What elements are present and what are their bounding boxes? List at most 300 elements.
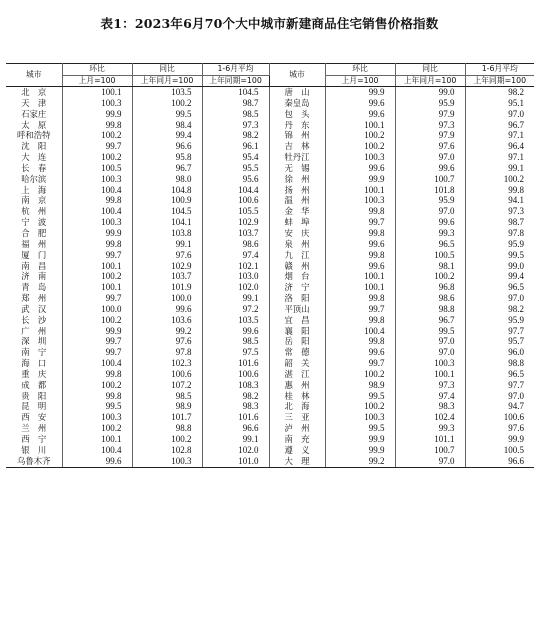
right-city-cell: 赣 州: [269, 261, 325, 272]
right-city-cell: 泉 州: [269, 239, 325, 250]
right-mom-cell: 99.8: [325, 250, 395, 261]
table-row: [6, 282, 534, 293]
right-ytd-cell: 99.4: [465, 271, 534, 282]
right-ytd-cell: 99.8: [465, 185, 534, 196]
left-ytd-cell: 103.5: [202, 315, 269, 326]
right-yoy-cell: 100.7: [395, 174, 465, 185]
left-ytd-cell: 96.1: [202, 141, 269, 152]
right-yoy-cell: 97.0: [395, 456, 465, 467]
left-ytd-cell: 97.4: [202, 250, 269, 261]
table-row: [6, 152, 534, 163]
left-ytd-cell: 100.6: [202, 369, 269, 380]
right-ytd-cell: 96.7: [465, 120, 534, 131]
left-mom-cell: 100.0: [62, 304, 132, 315]
right-ytd-cell: 98.8: [465, 358, 534, 369]
left-ytd-cell: 98.2: [202, 391, 269, 402]
left-mom-cell: 100.3: [62, 217, 132, 228]
right-city-cell: 徐 州: [269, 174, 325, 185]
table-row: [6, 217, 534, 228]
left-city-cell: 海 口: [6, 358, 62, 369]
left-ytd-cell: 104.5: [202, 87, 269, 98]
left-ytd-cell: 102.9: [202, 217, 269, 228]
right-mom-cell: 99.5: [325, 391, 395, 402]
right-ytd-cell: 96.5: [465, 282, 534, 293]
right-ytd-cell: 98.7: [465, 217, 534, 228]
right-city-cell: 唐 山: [269, 87, 325, 98]
right-city-cell: 包 头: [269, 109, 325, 120]
right-yoy-cell: 97.9: [395, 109, 465, 120]
col-subheader-ytd-right: 上年同期=100: [465, 75, 534, 87]
left-ytd-cell: 98.3: [202, 401, 269, 412]
left-city-cell: 北 京: [6, 87, 62, 98]
left-mom-cell: 99.5: [62, 401, 132, 412]
table-row: [6, 250, 534, 261]
right-city-cell: 济 宁: [269, 282, 325, 293]
right-yoy-cell: 98.6: [395, 293, 465, 304]
right-city-cell: 锦 州: [269, 130, 325, 141]
left-mom-cell: 100.1: [62, 434, 132, 445]
col-subheader-yoy-left: 上年同月=100: [132, 75, 202, 87]
right-ytd-cell: 96.5: [465, 369, 534, 380]
left-city-cell: 南 宁: [6, 347, 62, 358]
right-ytd-cell: 98.2: [465, 304, 534, 315]
right-ytd-cell: 99.0: [465, 261, 534, 272]
left-ytd-cell: 98.5: [202, 336, 269, 347]
right-ytd-cell: 95.9: [465, 239, 534, 250]
right-mom-cell: 100.2: [325, 130, 395, 141]
right-city-cell: 北 海: [269, 401, 325, 412]
col-header-city-left: 城市: [6, 64, 62, 87]
header-row-1: [6, 64, 534, 76]
left-yoy-cell: 99.4: [132, 130, 202, 141]
left-city-cell: 乌鲁木齐: [6, 456, 62, 467]
left-yoy-cell: 100.6: [132, 369, 202, 380]
right-city-cell: 平顶山: [269, 304, 325, 315]
right-ytd-cell: 97.0: [465, 109, 534, 120]
left-city-cell: 银 川: [6, 445, 62, 456]
right-ytd-cell: 97.8: [465, 228, 534, 239]
left-mom-cell: 100.1: [62, 282, 132, 293]
left-yoy-cell: 98.5: [132, 391, 202, 402]
right-yoy-cell: 101.1: [395, 434, 465, 445]
right-city-cell: 遵 义: [269, 445, 325, 456]
left-mom-cell: 99.7: [62, 336, 132, 347]
left-yoy-cell: 101.9: [132, 282, 202, 293]
left-ytd-cell: 103.7: [202, 228, 269, 239]
table-row: [6, 130, 534, 141]
table-row: [6, 185, 534, 196]
left-yoy-cell: 97.8: [132, 347, 202, 358]
left-mom-cell: 99.8: [62, 120, 132, 131]
right-mom-cell: 99.9: [325, 174, 395, 185]
left-mom-cell: 99.7: [62, 250, 132, 261]
table-row: [6, 195, 534, 206]
left-ytd-cell: 101.6: [202, 358, 269, 369]
right-ytd-cell: 97.0: [465, 293, 534, 304]
right-city-cell: 泸 州: [269, 423, 325, 434]
table-row: [6, 412, 534, 423]
left-city-cell: 太 原: [6, 120, 62, 131]
left-ytd-cell: 100.6: [202, 195, 269, 206]
left-mom-cell: 100.3: [62, 412, 132, 423]
right-mom-cell: 99.9: [325, 434, 395, 445]
left-mom-cell: 100.1: [62, 87, 132, 98]
table-row: [6, 380, 534, 391]
left-yoy-cell: 102.8: [132, 445, 202, 456]
right-ytd-cell: 94.7: [465, 401, 534, 412]
table-row: [6, 141, 534, 152]
right-city-cell: 牡丹江: [269, 152, 325, 163]
right-yoy-cell: 98.3: [395, 401, 465, 412]
left-yoy-cell: 100.0: [132, 293, 202, 304]
left-yoy-cell: 99.2: [132, 326, 202, 337]
left-mom-cell: 100.2: [62, 271, 132, 282]
left-yoy-cell: 107.2: [132, 380, 202, 391]
right-city-cell: 扬 州: [269, 185, 325, 196]
left-yoy-cell: 97.6: [132, 336, 202, 347]
table-row: [6, 293, 534, 304]
right-city-cell: 韶 关: [269, 358, 325, 369]
right-ytd-cell: 96.6: [465, 456, 534, 467]
left-yoy-cell: 103.5: [132, 87, 202, 98]
left-mom-cell: 99.9: [62, 109, 132, 120]
left-mom-cell: 100.5: [62, 163, 132, 174]
right-city-cell: 大 理: [269, 456, 325, 467]
right-ytd-cell: 97.7: [465, 326, 534, 337]
right-mom-cell: 100.4: [325, 326, 395, 337]
left-city-cell: 天 津: [6, 98, 62, 109]
left-yoy-cell: 104.8: [132, 185, 202, 196]
col-header-ytd-left: 1-6月平均: [202, 64, 269, 76]
right-mom-cell: 98.9: [325, 380, 395, 391]
table-row: [6, 315, 534, 326]
right-mom-cell: 99.6: [325, 109, 395, 120]
left-city-cell: 成 都: [6, 380, 62, 391]
right-mom-cell: 99.7: [325, 358, 395, 369]
left-yoy-cell: 104.1: [132, 217, 202, 228]
left-city-cell: 武 汉: [6, 304, 62, 315]
table-body: [6, 87, 534, 468]
right-mom-cell: 100.2: [325, 141, 395, 152]
right-yoy-cell: 99.3: [395, 423, 465, 434]
left-yoy-cell: 100.2: [132, 98, 202, 109]
right-city-cell: 襄 阳: [269, 326, 325, 337]
left-ytd-cell: 108.3: [202, 380, 269, 391]
left-ytd-cell: 98.5: [202, 109, 269, 120]
right-yoy-cell: 97.4: [395, 391, 465, 402]
right-yoy-cell: 99.5: [395, 326, 465, 337]
right-city-cell: 宜 昌: [269, 315, 325, 326]
right-mom-cell: 100.3: [325, 412, 395, 423]
right-yoy-cell: 100.5: [395, 250, 465, 261]
left-city-cell: 郑 州: [6, 293, 62, 304]
table-title: 表1：2023年6月70个大中城市新建商品住宅销售价格指数: [100, 16, 439, 31]
right-yoy-cell: 102.4: [395, 412, 465, 423]
right-ytd-cell: 97.6: [465, 423, 534, 434]
right-mom-cell: 99.6: [325, 347, 395, 358]
table-row: [6, 228, 534, 239]
right-city-cell: 桂 林: [269, 391, 325, 402]
table-row: [6, 271, 534, 282]
left-mom-cell: 99.8: [62, 391, 132, 402]
left-ytd-cell: 99.1: [202, 293, 269, 304]
table-row: [6, 98, 534, 109]
right-ytd-cell: 99.5: [465, 250, 534, 261]
left-yoy-cell: 102.9: [132, 261, 202, 272]
left-city-cell: 西 安: [6, 412, 62, 423]
right-mom-cell: 100.1: [325, 185, 395, 196]
table-row: [6, 174, 534, 185]
right-mom-cell: 99.6: [325, 163, 395, 174]
col-header-mom-right: 环比: [325, 64, 395, 76]
right-mom-cell: 99.8: [325, 336, 395, 347]
right-ytd-cell: 94.1: [465, 195, 534, 206]
left-yoy-cell: 95.8: [132, 152, 202, 163]
left-yoy-cell: 103.6: [132, 315, 202, 326]
right-ytd-cell: 100.5: [465, 445, 534, 456]
right-yoy-cell: 99.3: [395, 228, 465, 239]
left-mom-cell: 99.9: [62, 326, 132, 337]
right-yoy-cell: 97.6: [395, 141, 465, 152]
left-yoy-cell: 97.6: [132, 250, 202, 261]
table-row: [6, 391, 534, 402]
right-mom-cell: 99.6: [325, 261, 395, 272]
right-mom-cell: 99.5: [325, 423, 395, 434]
right-yoy-cell: 97.0: [395, 206, 465, 217]
left-yoy-cell: 96.6: [132, 141, 202, 152]
col-header-mom-left: 环比: [62, 64, 132, 76]
left-ytd-cell: 103.0: [202, 271, 269, 282]
left-yoy-cell: 99.5: [132, 109, 202, 120]
col-header-yoy-right: 同比: [395, 64, 465, 76]
right-ytd-cell: 95.7: [465, 336, 534, 347]
left-city-cell: 济 南: [6, 271, 62, 282]
right-ytd-cell: 99.9: [465, 434, 534, 445]
right-yoy-cell: 99.6: [395, 217, 465, 228]
right-yoy-cell: 101.8: [395, 185, 465, 196]
left-yoy-cell: 102.3: [132, 358, 202, 369]
left-mom-cell: 99.6: [62, 456, 132, 467]
left-yoy-cell: 96.7: [132, 163, 202, 174]
right-ytd-cell: 97.1: [465, 152, 534, 163]
left-city-cell: 南 京: [6, 195, 62, 206]
right-mom-cell: 99.6: [325, 239, 395, 250]
table-row: [6, 206, 534, 217]
right-ytd-cell: 95.1: [465, 98, 534, 109]
left-city-cell: 福 州: [6, 239, 62, 250]
right-city-cell: 湛 江: [269, 369, 325, 380]
left-ytd-cell: 101.0: [202, 456, 269, 467]
right-mom-cell: 99.8: [325, 315, 395, 326]
left-yoy-cell: 98.9: [132, 401, 202, 412]
right-city-cell: 洛 阳: [269, 293, 325, 304]
left-mom-cell: 100.1: [62, 261, 132, 272]
table-row: [6, 445, 534, 456]
col-header-city-right: 城市: [269, 64, 325, 87]
right-city-cell: 三 亚: [269, 412, 325, 423]
right-mom-cell: 99.9: [325, 87, 395, 98]
left-yoy-cell: 104.5: [132, 206, 202, 217]
right-yoy-cell: 96.5: [395, 239, 465, 250]
right-yoy-cell: 98.1: [395, 261, 465, 272]
left-ytd-cell: 102.0: [202, 282, 269, 293]
left-city-cell: 广 州: [6, 326, 62, 337]
right-yoy-cell: 100.7: [395, 445, 465, 456]
left-mom-cell: 100.2: [62, 152, 132, 163]
left-mom-cell: 100.2: [62, 423, 132, 434]
table-row: [6, 120, 534, 131]
right-yoy-cell: 95.9: [395, 98, 465, 109]
table-row: [6, 401, 534, 412]
left-ytd-cell: 98.7: [202, 98, 269, 109]
left-ytd-cell: 101.6: [202, 412, 269, 423]
left-city-cell: 厦 门: [6, 250, 62, 261]
left-mom-cell: 100.2: [62, 315, 132, 326]
right-ytd-cell: 98.2: [465, 87, 534, 98]
right-yoy-cell: 95.9: [395, 195, 465, 206]
right-mom-cell: 99.8: [325, 206, 395, 217]
right-ytd-cell: 96.0: [465, 347, 534, 358]
left-ytd-cell: 95.5: [202, 163, 269, 174]
left-city-cell: 重 庆: [6, 369, 62, 380]
left-mom-cell: 100.3: [62, 98, 132, 109]
col-header-ytd-right: 1-6月平均: [465, 64, 534, 76]
left-mom-cell: 100.2: [62, 130, 132, 141]
right-city-cell: 秦皇岛: [269, 98, 325, 109]
right-yoy-cell: 98.8: [395, 304, 465, 315]
right-yoy-cell: 99.6: [395, 163, 465, 174]
left-ytd-cell: 104.4: [202, 185, 269, 196]
left-mom-cell: 99.9: [62, 228, 132, 239]
right-mom-cell: 99.2: [325, 456, 395, 467]
right-city-cell: 蚌 埠: [269, 217, 325, 228]
right-ytd-cell: 97.3: [465, 206, 534, 217]
left-yoy-cell: 98.4: [132, 120, 202, 131]
right-yoy-cell: 97.0: [395, 336, 465, 347]
left-mom-cell: 100.3: [62, 174, 132, 185]
right-city-cell: 吉 林: [269, 141, 325, 152]
right-city-cell: 岳 阳: [269, 336, 325, 347]
right-mom-cell: 99.8: [325, 293, 395, 304]
right-yoy-cell: 96.8: [395, 282, 465, 293]
table-row: [6, 261, 534, 272]
left-ytd-cell: 97.5: [202, 347, 269, 358]
right-ytd-cell: 95.9: [465, 315, 534, 326]
left-city-cell: 昆 明: [6, 401, 62, 412]
table-row: [6, 87, 534, 98]
left-ytd-cell: 98.6: [202, 239, 269, 250]
left-city-cell: 西 宁: [6, 434, 62, 445]
right-yoy-cell: 97.3: [395, 120, 465, 131]
left-ytd-cell: 95.4: [202, 152, 269, 163]
left-mom-cell: 100.4: [62, 358, 132, 369]
right-mom-cell: 99.7: [325, 217, 395, 228]
left-yoy-cell: 99.6: [132, 304, 202, 315]
right-yoy-cell: 97.0: [395, 152, 465, 163]
left-city-cell: 兰 州: [6, 423, 62, 434]
right-ytd-cell: 97.1: [465, 130, 534, 141]
left-mom-cell: 100.4: [62, 206, 132, 217]
left-yoy-cell: 103.7: [132, 271, 202, 282]
right-mom-cell: 99.7: [325, 304, 395, 315]
col-subheader-mom-right: 上月=100: [325, 75, 395, 87]
right-mom-cell: 100.1: [325, 282, 395, 293]
table-row: [6, 423, 534, 434]
left-city-cell: 杭 州: [6, 206, 62, 217]
col-subheader-ytd-left: 上年同期=100: [202, 75, 269, 87]
table-row: [6, 239, 534, 250]
right-mom-cell: 100.2: [325, 369, 395, 380]
left-city-cell: 深 圳: [6, 336, 62, 347]
right-city-cell: 九 江: [269, 250, 325, 261]
right-mom-cell: 100.1: [325, 120, 395, 131]
left-mom-cell: 99.7: [62, 347, 132, 358]
right-city-cell: 温 州: [269, 195, 325, 206]
table-row: [6, 434, 534, 445]
right-yoy-cell: 97.3: [395, 380, 465, 391]
left-mom-cell: 99.8: [62, 195, 132, 206]
left-ytd-cell: 102.1: [202, 261, 269, 272]
left-ytd-cell: 102.0: [202, 445, 269, 456]
right-city-cell: 常 德: [269, 347, 325, 358]
left-yoy-cell: 101.7: [132, 412, 202, 423]
left-yoy-cell: 100.3: [132, 456, 202, 467]
right-city-cell: 烟 台: [269, 271, 325, 282]
right-yoy-cell: 97.0: [395, 347, 465, 358]
left-yoy-cell: 100.9: [132, 195, 202, 206]
left-mom-cell: 100.4: [62, 445, 132, 456]
left-city-cell: 合 肥: [6, 228, 62, 239]
right-city-cell: 安 庆: [269, 228, 325, 239]
left-ytd-cell: 95.6: [202, 174, 269, 185]
right-ytd-cell: 100.2: [465, 174, 534, 185]
table-row: [6, 456, 534, 467]
left-city-cell: 沈 阳: [6, 141, 62, 152]
right-ytd-cell: 96.4: [465, 141, 534, 152]
left-city-cell: 呼和浩特: [6, 130, 62, 141]
right-mom-cell: 99.9: [325, 445, 395, 456]
right-mom-cell: 99.6: [325, 98, 395, 109]
left-ytd-cell: 98.2: [202, 130, 269, 141]
left-mom-cell: 99.7: [62, 141, 132, 152]
left-mom-cell: 100.4: [62, 185, 132, 196]
right-mom-cell: 100.3: [325, 195, 395, 206]
left-city-cell: 宁 波: [6, 217, 62, 228]
left-yoy-cell: 98.0: [132, 174, 202, 185]
left-ytd-cell: 96.6: [202, 423, 269, 434]
col-header-yoy-left: 同比: [132, 64, 202, 76]
left-yoy-cell: 98.8: [132, 423, 202, 434]
right-city-cell: 南 充: [269, 434, 325, 445]
left-mom-cell: 99.7: [62, 293, 132, 304]
left-city-cell: 长 沙: [6, 315, 62, 326]
left-ytd-cell: 105.5: [202, 206, 269, 217]
right-yoy-cell: 100.2: [395, 271, 465, 282]
left-mom-cell: 100.2: [62, 380, 132, 391]
right-mom-cell: 100.3: [325, 152, 395, 163]
left-ytd-cell: 97.3: [202, 120, 269, 131]
right-ytd-cell: 97.7: [465, 380, 534, 391]
table-row: [6, 163, 534, 174]
price-index-table: [6, 63, 534, 468]
left-mom-cell: 99.8: [62, 369, 132, 380]
left-ytd-cell: 97.2: [202, 304, 269, 315]
col-subheader-yoy-right: 上年同月=100: [395, 75, 465, 87]
table-row: [6, 326, 534, 337]
right-yoy-cell: 100.1: [395, 369, 465, 380]
left-ytd-cell: 99.6: [202, 326, 269, 337]
right-city-cell: 金 华: [269, 206, 325, 217]
